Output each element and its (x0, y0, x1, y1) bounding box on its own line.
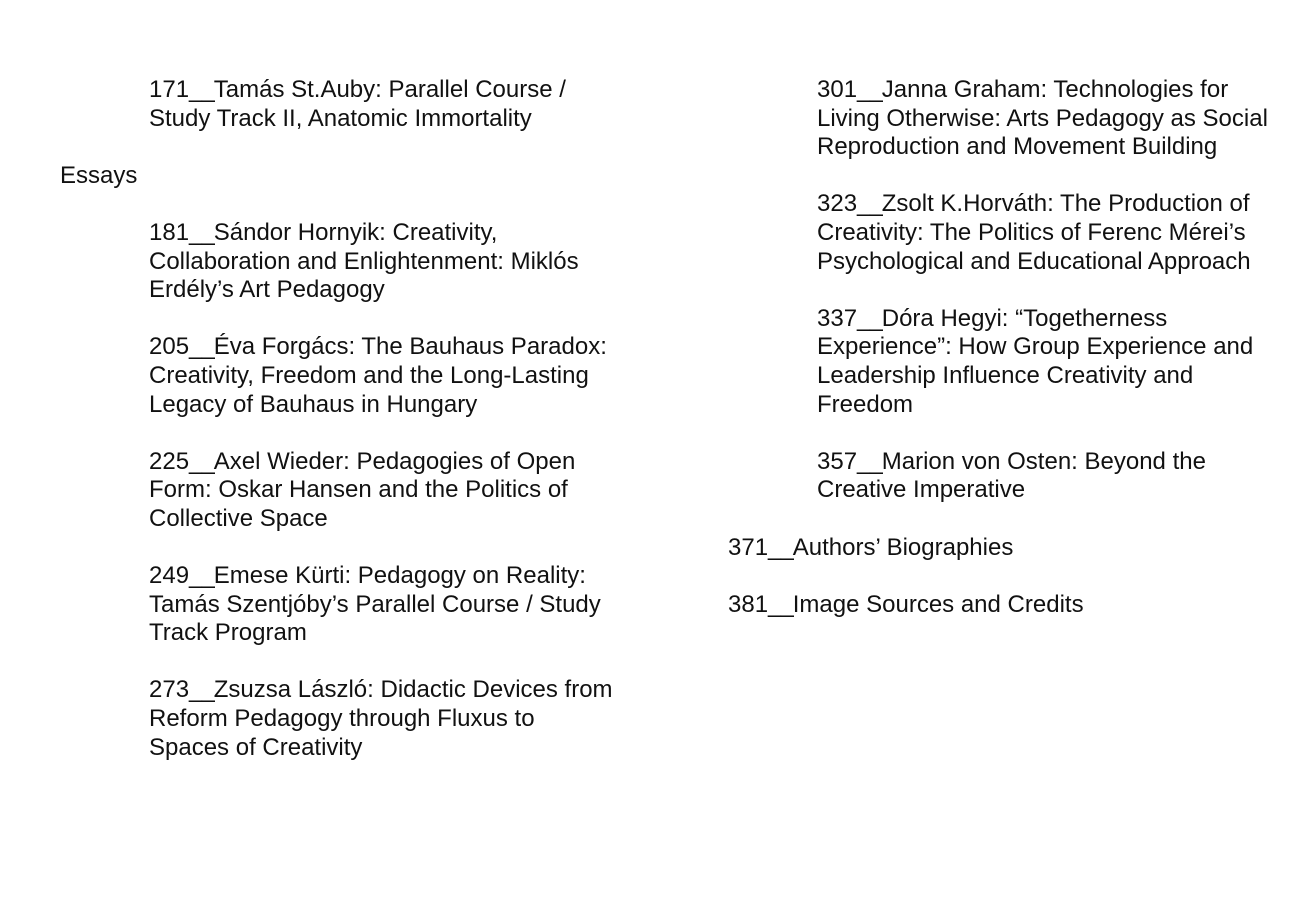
toc-page-number: 225 (149, 447, 190, 475)
toc-entry-181 (60, 219, 620, 305)
toc-entry-381 (728, 591, 1268, 620)
toc-separator: __ (189, 333, 214, 361)
toc-entry-205 (60, 333, 620, 419)
toc-entry-225 (60, 448, 620, 534)
toc-entry-title: Marion von Osten: Beyond the Creative Imperative (817, 447, 1206, 504)
toc-page-number: 249 (149, 562, 190, 590)
toc-separator: __ (768, 533, 793, 561)
toc-page-number: 323 (817, 190, 858, 218)
toc-separator: __ (768, 590, 793, 618)
toc-page-number: 337 (817, 304, 858, 332)
toc-separator: __ (189, 218, 214, 246)
toc-entry-title: Janna Graham: Technologies for Living Otherwise: Arts Pedagogy as Social Reproduction and Movement Building (817, 76, 1268, 161)
toc-separator: __ (857, 304, 882, 332)
toc-entry-title: Authors’ Biographies (792, 533, 1014, 561)
section-heading-essays: Essays (60, 161, 138, 189)
toc-page-number: 301 (817, 76, 858, 103)
toc-entry-171 (60, 76, 620, 133)
toc-right-column (728, 76, 1268, 619)
toc-left-column (60, 76, 620, 762)
toc-entry-title: Emese Kürti: Pedagogy on Reality: Tamás Szentjóby’s Parallel Course / Study Track Program (149, 562, 601, 647)
toc-entry-301 (728, 76, 1268, 162)
toc-entry-371 (728, 534, 1268, 563)
toc-entry-337 (728, 305, 1268, 419)
toc-page-number: 273 (149, 676, 190, 704)
toc-page-number: 181 (149, 218, 190, 246)
toc-separator: __ (189, 447, 214, 475)
toc-entry-title: Zsolt K.Horváth: The Production of Creativity: The Politics of Ferenc Mérei’s Psychological and Educational Approach (817, 190, 1251, 275)
toc-page-number: 371 (728, 533, 769, 561)
toc-entry-title: Tamás St.Auby: Parallel Course / Study Track II, Anatomic Immortality (149, 76, 566, 132)
toc-page-number: 381 (728, 590, 769, 618)
toc-entry-title: Zsuzsa László: Didactic Devices from Reform Pedagogy through Fluxus to Spaces of Creativity (149, 676, 613, 761)
toc-separator: __ (189, 676, 214, 704)
toc-entry-323 (728, 190, 1268, 276)
toc-entry-title: Dóra Hegyi: “Togetherness Experience”: How Group Experience and Leadership Influence Creativity and Freedom (817, 304, 1254, 418)
toc-entry-357 (728, 448, 1268, 505)
toc-separator: __ (189, 562, 214, 590)
toc-entry-title: Image Sources and Credits (792, 590, 1084, 618)
toc-entry-title: Axel Wieder: Pedagogies of Open Form: Oskar Hansen and the Politics of Collective Space (149, 447, 576, 532)
toc-separator: __ (857, 76, 882, 103)
toc-separator: __ (189, 76, 214, 103)
toc-separator: __ (857, 447, 882, 475)
toc-entry-273 (60, 676, 620, 762)
toc-entry-249 (60, 562, 620, 648)
toc-page-number: 205 (149, 333, 190, 361)
toc-page-number: 357 (817, 447, 858, 475)
toc-page-number: 171 (149, 76, 190, 103)
toc-separator: __ (857, 190, 882, 218)
toc-entry-title: Sándor Hornyik: Creativity, Collaboration and Enlightenment: Miklós Erdély’s Art Pedagogy (149, 218, 579, 304)
toc-entry-title: Éva Forgács: The Bauhaus Paradox: Creativity, Freedom and the Long-Lasting Legacy of Bauhaus in Hungary (149, 333, 607, 418)
